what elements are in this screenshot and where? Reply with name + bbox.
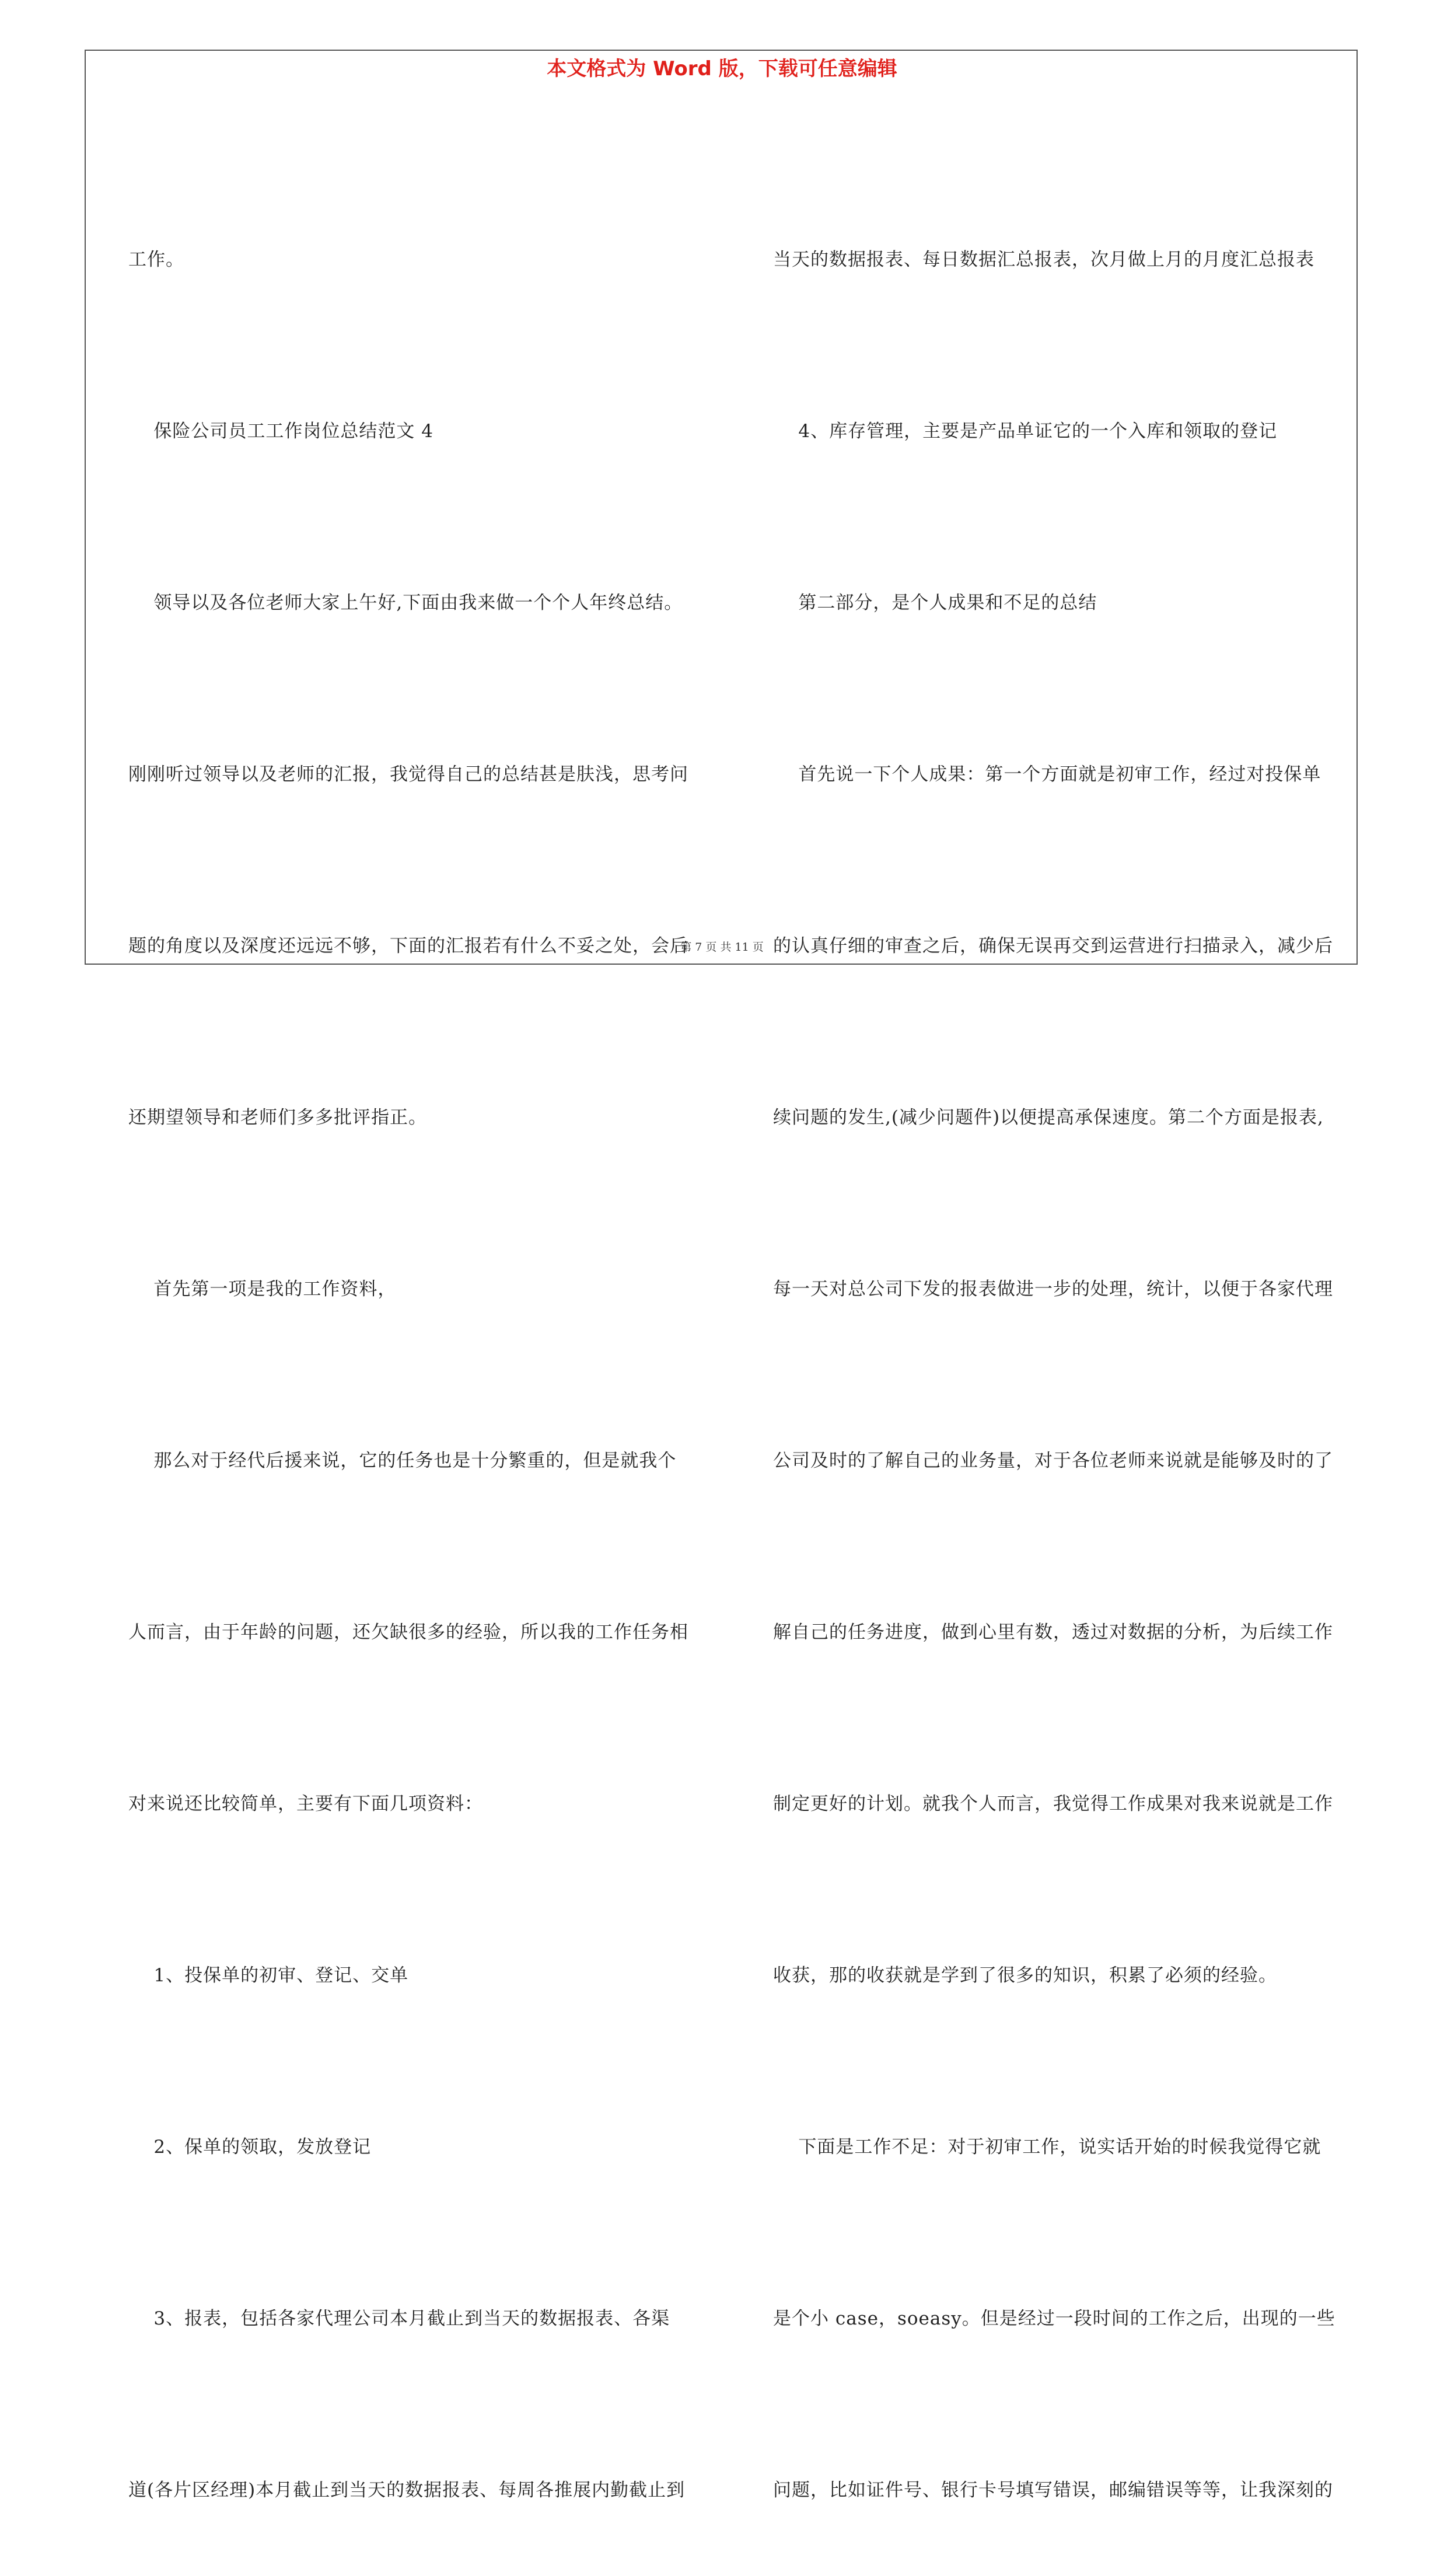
text-line: 道(各片区经理)本月截止到当天的数据报表、每周各推展内勤截止到 bbox=[128, 2480, 686, 2501]
text-line: 续问题的发生,(减少问题件)以便提高承保速度。第二个方面是报表, bbox=[773, 1107, 1324, 1128]
page-number: 第 7 页 共 11 页 bbox=[680, 941, 764, 954]
text-line: 首先第一项是我的工作资料， bbox=[128, 1279, 397, 1300]
text-line: 下面是工作不足：对于初审工作，说实话开始的时候我觉得它就 bbox=[773, 2137, 1321, 2158]
text-line: 每一天对总公司下发的报表做进一步的处理，统计，以便于各家代理 bbox=[773, 1279, 1333, 1300]
text-line: 首先说一下个人成果：第一个方面就是初审工作，经过对投保单 bbox=[773, 764, 1321, 785]
text-line: 对来说还比较简单，主要有下面几项资料： bbox=[128, 1793, 483, 1814]
list-item: 4、库存管理，主要是产品单证它的一个入库和领取的登记 bbox=[773, 421, 1278, 442]
text-line: 制定更好的计划。就我个人而言，我觉得工作成果对我来说就是工作 bbox=[773, 1793, 1333, 1814]
text-line: 是个小 case，soeasy。但是经过一段时间的工作之后，出现的一些 bbox=[773, 2308, 1335, 2329]
text-line: 人而言，由于年龄的问题，还欠缺很多的经验，所以我的工作任务相 bbox=[128, 1622, 688, 1643]
text-line: 还期望领导和老师们多多批评指正。 bbox=[128, 1107, 427, 1128]
text-line: 的认真仔细的审查之后，确保无误再交到运营进行扫描录入，减少后 bbox=[773, 936, 1333, 957]
text-line: 问题，比如证件号、银行卡号填写错误，邮编错误等等，让我深刻的 bbox=[773, 2480, 1333, 2501]
list-item: 1、投保单的初审、登记、交单 bbox=[128, 1965, 409, 1986]
text-line: 刚刚听过领导以及老师的汇报，我觉得自己的总结甚是肤浅，思考问 bbox=[128, 764, 688, 785]
format-banner: 本文格式为 Word 版，下载可任意编辑 bbox=[547, 57, 897, 81]
section-heading: 保险公司员工工作岗位总结范文 4 bbox=[128, 421, 433, 442]
text-line: 题的角度以及深度还远远不够，下面的汇报若有什么不妥之处，会后 bbox=[128, 936, 688, 957]
list-item: 2、保单的领取，发放登记 bbox=[128, 2137, 372, 2158]
text-line: 当天的数据报表、每日数据汇总报表，次月做上月的月度汇总报表 bbox=[773, 249, 1314, 270]
text-line: 领导以及各位老师大家上午好,下面由我来做一个个人年终总结。 bbox=[128, 592, 683, 613]
list-item: 3、报表，包括各家代理公司本月截止到当天的数据报表、各渠 bbox=[128, 2308, 670, 2329]
text-line: 收获，那的收获就是学到了很多的知识，积累了必须的经验。 bbox=[773, 1965, 1277, 1986]
text-line: 解自己的任务进度，做到心里有数，透过对数据的分析，为后续工作 bbox=[773, 1622, 1333, 1643]
text-line: 那么对于经代后援来说，它的任务也是十分繁重的，但是就我个 bbox=[128, 1450, 677, 1471]
section-heading: 第二部分，是个人成果和不足的总结 bbox=[773, 592, 1097, 613]
text-line: 工作。 bbox=[128, 249, 184, 270]
left-column bbox=[128, 117, 712, 2576]
text-line: 公司及时的了解自己的业务量，对于各位老师来说就是能够及时的了 bbox=[773, 1450, 1333, 1471]
right-column bbox=[773, 117, 1356, 2576]
